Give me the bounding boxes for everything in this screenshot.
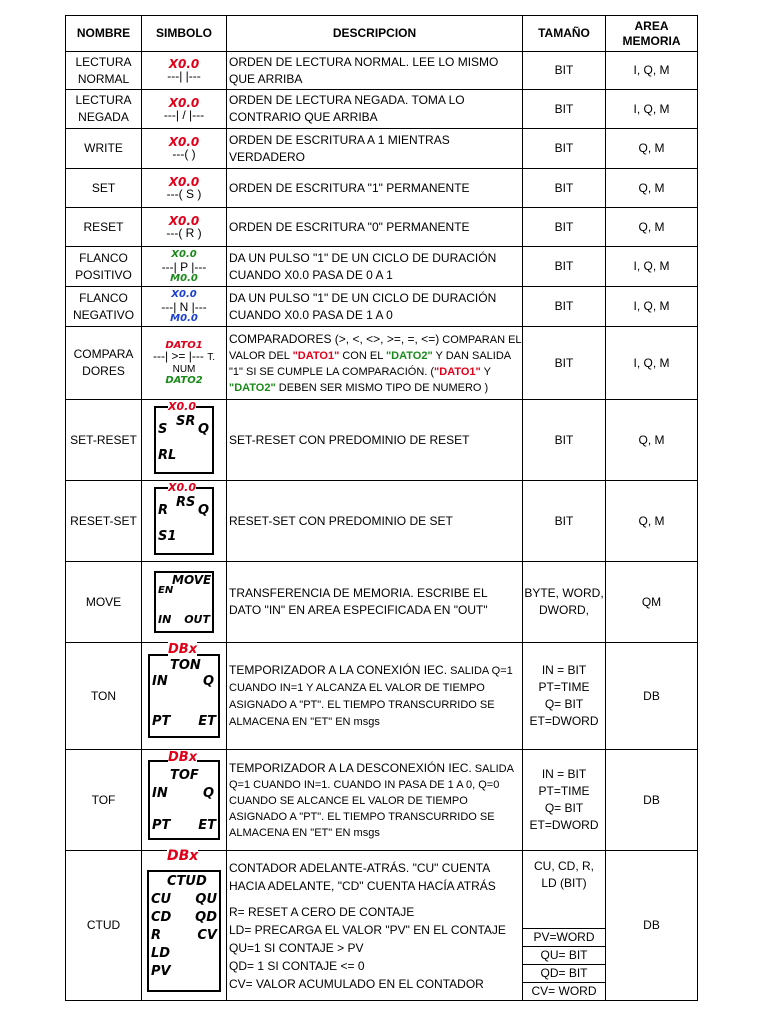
symbol-coil: ---( R ) [166,225,202,240]
function-block [148,642,220,738]
row-size: BIT [523,327,606,400]
symbol-comparator: ---| >= |--- [152,349,204,363]
size-line: PV=WORD [523,928,605,946]
block-pin-in: LD [151,945,171,961]
row-description: TRANSFERENCIA DE MEMORIA. ESCRIBE EL DATO "IN" EN AREA ESPECIFICADA EN "OUT" [227,562,523,643]
size-line: ET=DWORD [529,818,599,832]
header-nombre: NOMBRE [66,16,142,52]
desc-line: R= RESET A CERO DE CONTAJE [229,904,415,919]
block-pin-in: CU [151,891,172,907]
row-name: COMPARA DORES [66,327,142,400]
row-area: QM [606,562,698,643]
row-size: BIT [523,169,606,208]
block-address: X0.0 [168,400,196,413]
block-pin-in: RL [158,448,177,463]
block-pin-out: QU [195,891,217,907]
symbol-address: X0.0 [168,135,200,149]
table-row [66,52,698,90]
row-size: BIT [523,400,606,481]
symbol-dato1: DATO1 [165,340,203,351]
row-name: LECTURA NEGADA [66,90,142,129]
desc-dato2: "DATO2" [385,349,433,362]
row-area: DB [606,643,698,750]
desc-part: CON EL [342,349,383,362]
row-size: BIT [523,208,606,247]
row-size: BYTE, WORD, DWORD, [523,562,606,643]
instruction-table [65,15,698,1001]
block-pin-in: R [151,927,162,943]
size-line: Q= BIT [544,697,584,711]
block-pin-out: OUT [184,613,210,626]
row-size: BIT [523,129,606,169]
block-title: CTUD [167,873,207,889]
row-description [227,851,523,1001]
ladder-symbol [142,169,227,208]
desc-line: CV= VALOR ACUMULADO EN EL CONTADOR [229,976,484,991]
desc-part: Y [483,365,491,378]
block-pin-out: Q [197,422,209,437]
symbol-memory: M0.0 [170,272,198,284]
function-block [154,400,214,474]
row-area: I, Q, M [606,287,698,327]
symbol-contact: ---| P |--- [161,259,207,274]
function-block [154,571,214,633]
block-pin-out: Q [197,503,209,518]
row-size: BIT [523,90,606,129]
row-description [227,750,523,851]
symbol-memory: M0.0 [170,312,198,324]
row-size: BIT [523,247,606,287]
block-pin-in: IN [152,674,168,689]
desc-dato1: "DATO1" [434,365,481,378]
block-title: RS [176,495,196,510]
size-line: IN = BIT [541,663,587,677]
block-pin-in: S1 [158,529,177,544]
row-size [523,750,606,851]
table-row [66,643,698,750]
row-description: DA UN PULSO "1" DE UN CICLO DE DURACIÓN CUANDO X0.0 PASA DE 0 A 1 [227,247,523,287]
block-pin-in: IN [152,786,168,801]
tof-block [142,750,227,851]
row-name: RESET [66,208,142,247]
row-size: BIT [523,287,606,327]
size-line: Q= BIT [544,801,584,815]
symbol-coil: ---( ) [172,147,196,161]
table-row [66,750,698,851]
row-description [227,327,523,400]
block-address: DBx [167,847,199,864]
table-row [66,208,698,247]
row-description: DA UN PULSO "1" DE UN CICLO DE DURACIÓN CUANDO X0.0 PASA DE 1 A 0 [227,287,523,327]
desc-line: QU=1 SI CONTAJE > PV [229,940,364,955]
block-address: DBx [168,642,198,657]
row-description: ORDEN DE LECTURA NORMAL. LEE LO MISMO QUE ARRIBA [227,52,523,90]
row-area: I, Q, M [606,327,698,400]
row-description [227,643,523,750]
row-area: I, Q, M [606,90,698,129]
ladder-symbol [142,208,227,247]
block-pin-out: Q [202,674,214,689]
row-size: BIT [523,481,606,562]
row-area: Q, M [606,481,698,562]
header-area: AREA MEMORIA [606,16,698,52]
size-line: CV= WORD [523,982,605,1000]
ladder-symbol [142,327,227,400]
symbol-address: X0.0 [171,288,197,300]
symbol-type: T. NUM [172,352,216,375]
row-area: Q, M [606,208,698,247]
desc-part: SALIDA Q=1 CUANDO IN=1. CUANDO IN PASA DE 1 A 0, Q=0 CUANDO SE ALCANCE EL VALOR DE TIEMPO ASIGNADO A "PT". EL TIEMPO TRANSCURRIDO SE ALMACENA EN "ET" EN msgs [229,762,514,839]
sr-block [142,400,227,481]
ladder-symbol [142,129,227,169]
row-area: Q, M [606,400,698,481]
function-block [148,750,220,840]
row-area: DB [606,851,698,1001]
desc-part: COMPARAN EL VALOR DEL [229,333,522,362]
header-tamano: TAMAÑO [523,16,606,52]
ctud-block [142,847,227,1001]
symbol-address: X0.0 [168,213,200,228]
desc-part: TEMPORIZADOR A LA CONEXIÓN IEC. [229,662,448,677]
row-size: BIT [523,52,606,90]
row-area: DB [606,750,698,851]
move-block [142,562,227,643]
desc-dato1: "DATO1" [292,349,340,362]
row-name: MOVE [66,562,142,643]
table-row [66,287,698,327]
row-description: ORDEN DE ESCRITURA "1" PERMANENTE [227,169,523,208]
desc-part: COMPARADORES (>, <, <>, >=, =, <=) [229,331,440,346]
rs-block [142,481,227,562]
size-line: ET=DWORD [529,714,599,728]
block-pin-in: R [158,503,169,518]
block-title: TON [170,658,201,673]
block-pin-in: PV [151,963,171,979]
block-pin-out: ET [198,818,216,833]
ton-block [142,643,227,750]
symbol-contact: ---| |--- [167,69,201,83]
table-row [66,481,698,562]
row-size [523,643,606,750]
desc-part: Y DAN SALIDA "1" SI SE CUMPLE LA COMPARACIÓN. ( [229,349,511,378]
block-pin-in: S [158,422,168,437]
size-line: PT=TIME [538,784,590,798]
header-simbolo: SIMBOLO [142,16,227,52]
table-row [66,90,698,129]
block-pin-in: IN [158,613,172,626]
function-block [147,847,221,992]
table-row [66,400,698,481]
symbol-address: X0.0 [168,57,200,71]
block-address: DBx [168,750,198,765]
row-name: LECTURA NORMAL [66,52,142,90]
size-line: QU= BIT [523,946,605,964]
table-row [66,562,698,643]
row-name: SET-RESET [66,400,142,481]
row-description: ORDEN DE ESCRITURA A 1 MIENTRAS VERDADERO [227,129,523,169]
desc-part: DEBEN SER MISMO TIPO DE NUMERO ) [278,381,489,394]
row-name: RESET-SET [66,481,142,562]
symbol-coil: ---( S ) [166,186,202,201]
row-area: Q, M [606,169,698,208]
size-line: PT=TIME [538,680,590,694]
row-area: Q, M [606,129,698,169]
ladder-symbol [142,247,227,287]
block-title: SR [176,414,196,429]
row-description: ORDEN DE LECTURA NEGADA. TOMA LO CONTRARIO QUE ARRIBA [227,90,523,129]
size-main: CU, CD, R, LD (BIT) [534,859,594,890]
table-row [66,247,698,287]
desc-line: QD= 1 SI CONTAJE <= 0 [229,958,365,973]
row-name: TON [66,643,142,750]
desc-line: CONTADOR ADELANTE-ATRÁS. "CU" CUENTA HACIA ADELANTE, "CD" CUENTA HACÍA ATRÁS [229,860,496,893]
row-name: FLANCO POSITIVO [66,247,142,287]
desc-part: TEMPORIZADOR A LA DESCONEXIÓN IEC. [229,760,472,775]
symbol-contact: ---| N |--- [161,299,207,314]
block-address: X0.0 [168,481,196,494]
ladder-symbol [142,287,227,327]
row-area: I, Q, M [606,52,698,90]
symbol-address: X0.0 [168,174,200,189]
row-name: FLANCO NEGATIVO [66,287,142,327]
row-description: SET-RESET CON PREDOMINIO DE RESET [227,400,523,481]
row-area: I, Q, M [606,247,698,287]
table-row [66,129,698,169]
block-pin-out: CV [197,927,217,943]
row-name: TOF [66,750,142,851]
block-pin-in: CD [151,909,172,925]
row-description: RESET-SET CON PREDOMINIO DE SET [227,481,523,562]
size-line: QD= BIT [523,964,605,982]
table-row [66,851,698,1001]
symbol-address: X0.0 [168,95,200,110]
block-pin-out: Q [202,786,214,801]
desc-dato2: "DATO2" [229,381,276,394]
desc-part: SALIDA Q=1 CUANDO IN=1 Y ALCANZA EL VALOR DE TIEMPO ASIGNADO A "PT". EL TIEMPO TRANSCURRIDO SE ALMACENA EN "ET" EN msgs [229,664,513,728]
ladder-symbol [142,90,227,129]
row-size [523,851,606,1001]
header-row [66,16,698,52]
symbol-address: X0.0 [171,248,197,260]
block-pin-in: PT [152,714,171,729]
symbol-dato2: DATO2 [165,375,203,386]
symbol-contact: ---| / |--- [163,107,205,122]
block-pin-in: PT [152,818,171,833]
block-title: TOF [170,768,199,783]
ladder-symbol [142,52,227,90]
block-pin-out: QD [195,909,217,925]
header-descripcion: DESCRIPCION [227,16,523,52]
desc-line: LD= PRECARGA EL VALOR "PV" EN EL CONTAJE [229,922,506,937]
block-pin-out: ET [198,714,216,729]
table-row [66,327,698,400]
block-pin-in: EN [158,585,174,596]
block-title: MOVE [172,573,212,587]
size-line: IN = BIT [541,767,587,781]
row-name: SET [66,169,142,208]
row-name: WRITE [66,129,142,169]
row-name: CTUD [66,851,142,1001]
row-description: ORDEN DE ESCRITURA "0" PERMANENTE [227,208,523,247]
function-block [154,481,214,555]
table-row [66,169,698,208]
